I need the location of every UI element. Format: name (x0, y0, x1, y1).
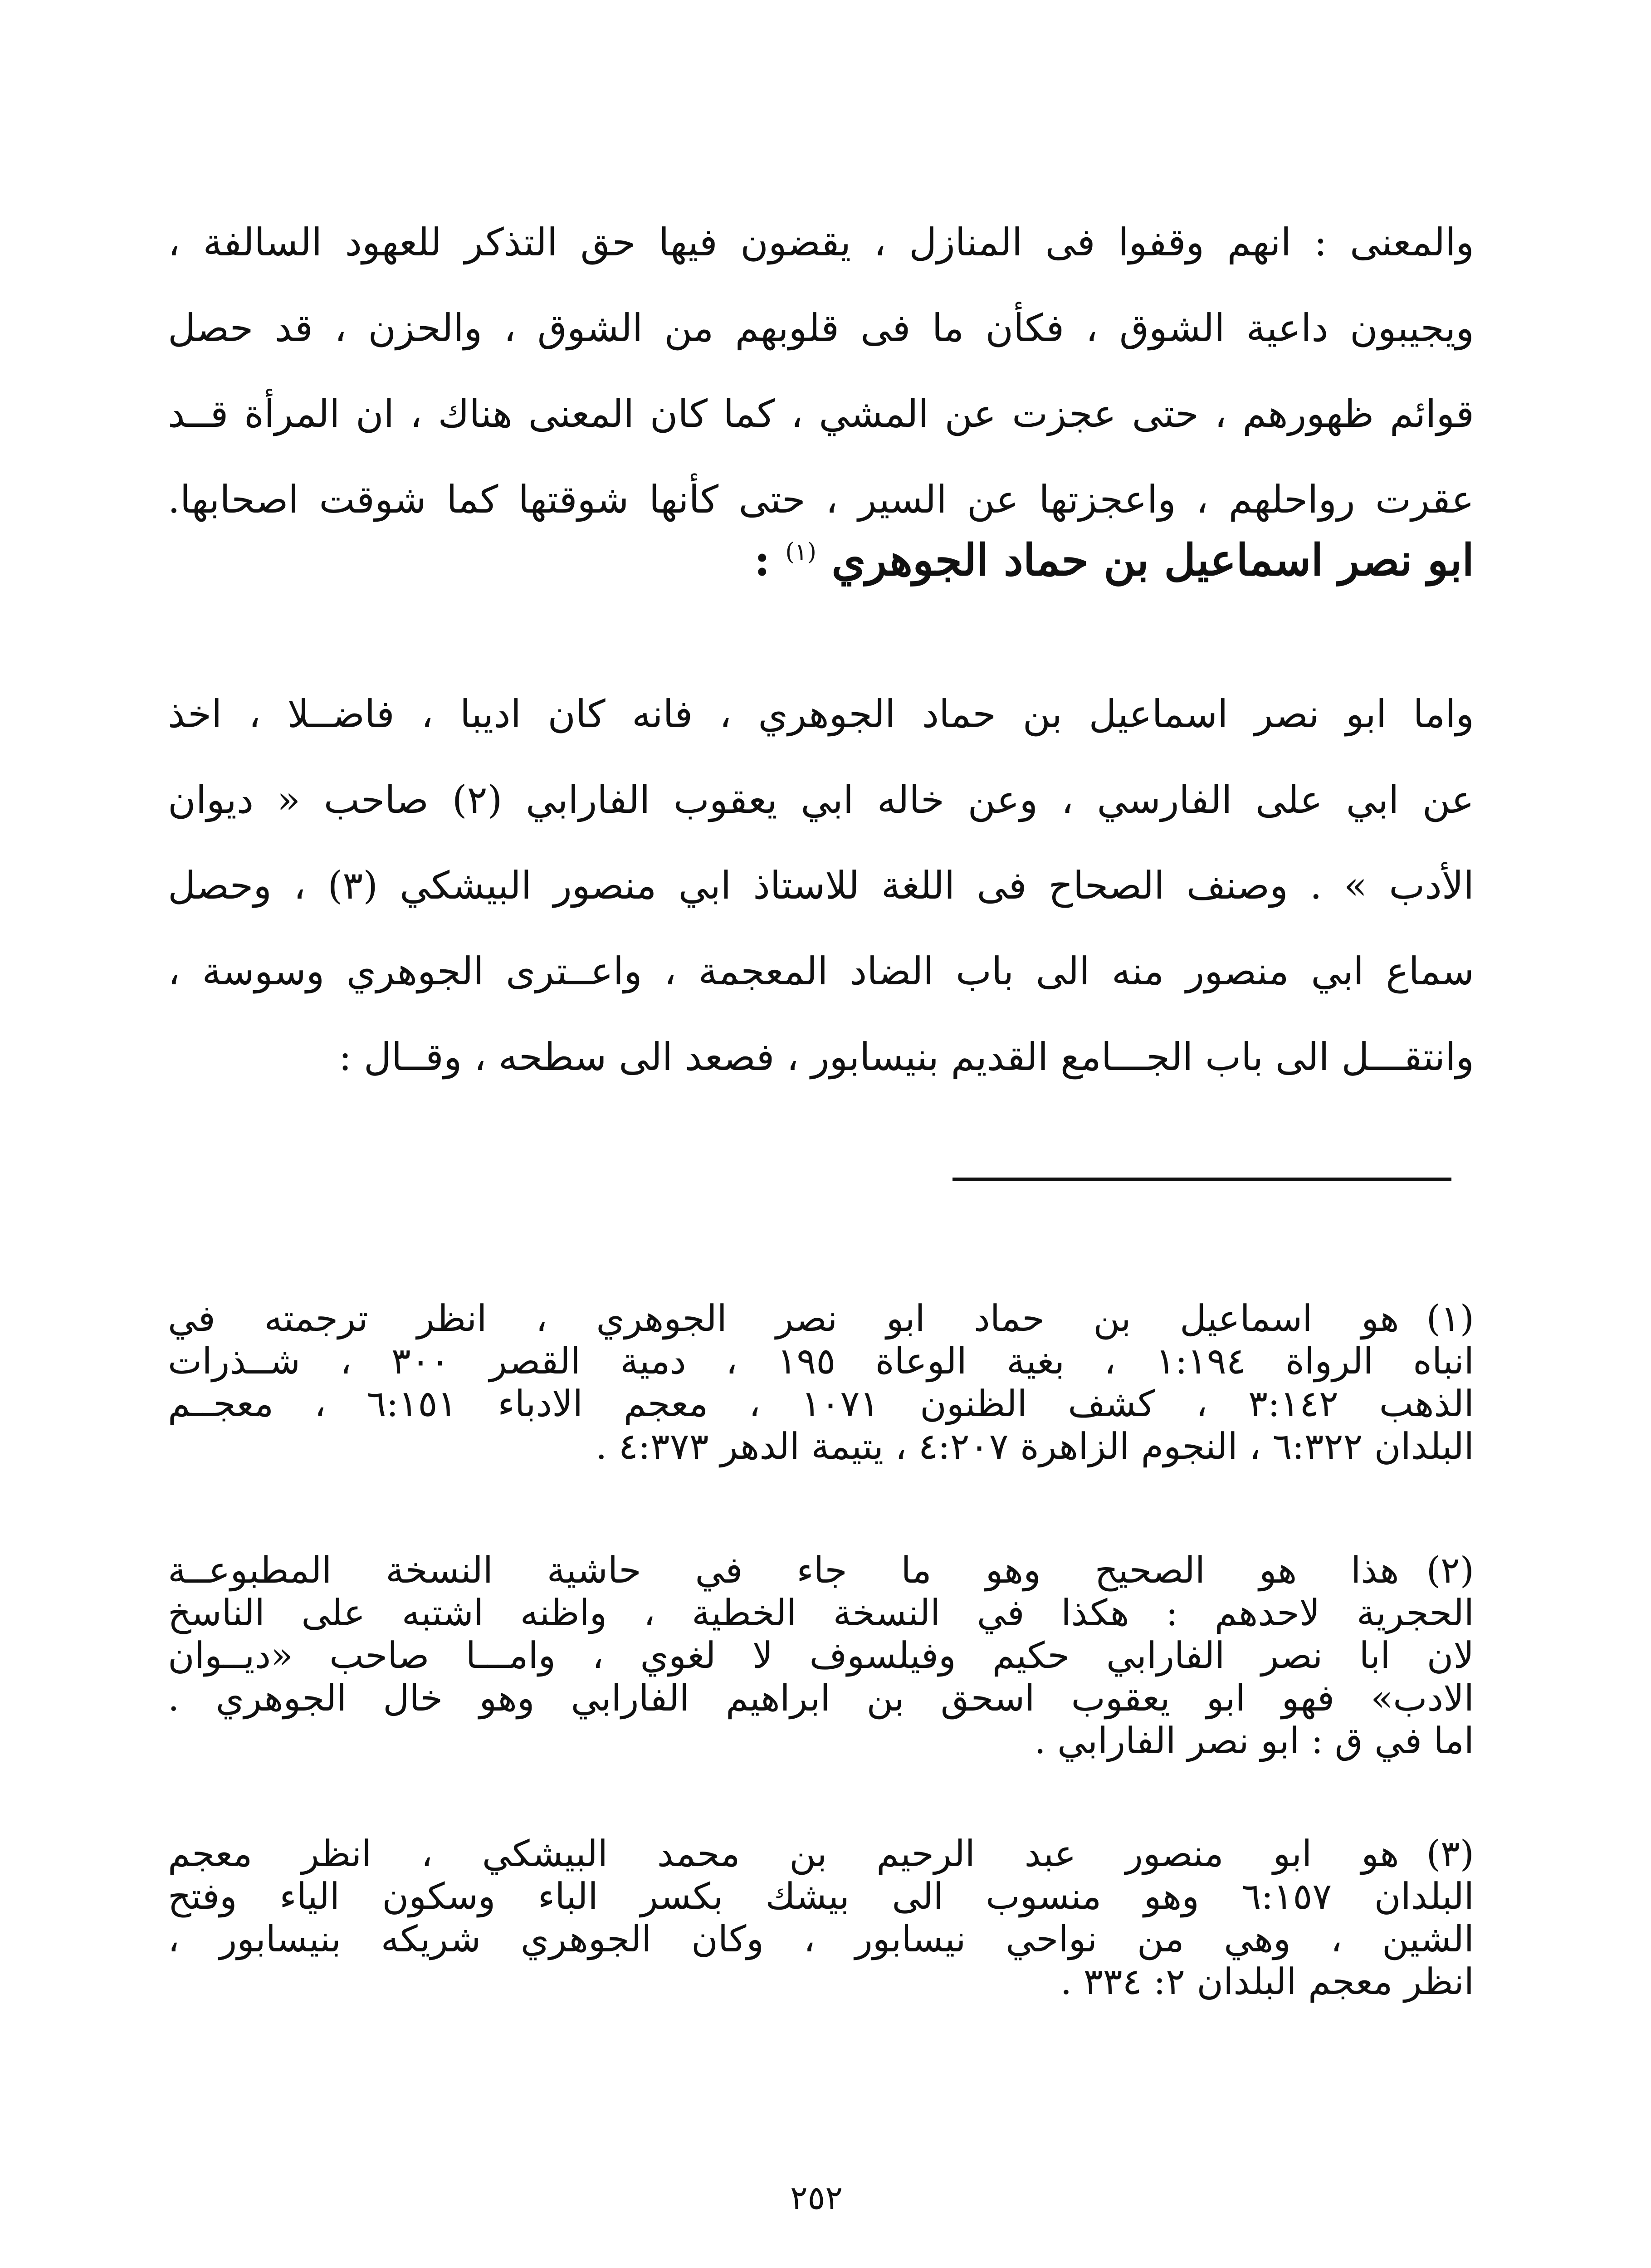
footnote-1 (168, 1297, 1474, 1468)
footnote-separator (952, 1178, 1451, 1181)
paragraph-line: ويجيبون داعية الشوق ، فكأن ما فى قلوبهم من الشوق ، والحزن ، قد حصل (168, 306, 1474, 350)
paragraph-line: عن ابي على الفارسي ، وعن خاله ابي يعقوب الفارابي (٢) صاحب « ديوان (168, 777, 1474, 822)
heading-footnote-ref[interactable]: (١) (785, 538, 816, 566)
footnote-2 (168, 1549, 1474, 1762)
footnote-line: الادب» فهو ابو يعقوب اسحق بن ابراهيم الفارابي وهو خال الجوهري . (168, 1677, 1474, 1719)
footnote-number: (١) (1426, 1297, 1474, 1339)
paragraph-2 (168, 671, 1474, 1100)
footnote-line: انظر معجم البلدان ٢: ٣٣٤ . (1060, 1960, 1474, 2003)
paragraph-1 (168, 200, 1474, 543)
footnote-text: هذا هو الصحيح وهو ما جاء في حاشية النسخة المطبوعــة (168, 1549, 1399, 1591)
footnote-line: البلدان ٦:٣٢٢ ، النجوم الزاهرة ٤:٢٠٧ ، يتيمة الدهر ٤:٣٧٣ . (595, 1425, 1474, 1467)
paragraph-line: سماع ابي منصور منه الى باب الضاد المعجمة ، واعــترى الجوهري وسوسة ، (168, 949, 1474, 993)
footnote-text: هو اسماعيل بن حماد ابو نصر الجوهري ، انظر ترجمته في (168, 1297, 1399, 1339)
heading-colon: : (754, 534, 770, 586)
footnote-line: البلدان ٦:١٥٧ وهو منسوب الى بيشك بكسر الباء وسكون الياء وفتح (168, 1875, 1474, 1917)
footnote-number: (٣) (1426, 1833, 1474, 1875)
heading-text: ابو نصر اسماعيل بن حماد الجوهري (831, 534, 1474, 586)
section-heading (168, 517, 1474, 603)
footnote-line: لان ابا نصر الفارابي حكيم وفيلسوف لا لغوي ، وامـــا صاحب «ديــوان (168, 1634, 1474, 1677)
footnote-line (168, 1549, 1474, 1592)
footnote-line (168, 1833, 1474, 1875)
paragraph-line: عقرت رواحلهم ، واعجزتها عن السير ، حتى كأنها شوقتها كما شوقت اصحابها. (168, 477, 1474, 522)
paragraph-line: واما ابو نصر اسماعيل بن حماد الجوهري ، فانه كان اديبا ، فاضــلا ، اخذ (168, 692, 1474, 736)
page-number: ٢٥٢ (790, 2179, 843, 2217)
footnote-3 (168, 1833, 1474, 2003)
footnote-number: (٢) (1426, 1549, 1474, 1591)
footnote-line: انباه الرواة ١:١٩٤ ، بغية الوعاة ١٩٥ ، دمية القصر ٣٠٠ ، شــذرات (168, 1340, 1474, 1382)
paragraph-line: وانتقـــل الى باب الجـــامع القديم بنيسابور ، فصعد الى سطحه ، وقــال : (338, 1035, 1474, 1079)
footnote-line: الشين ، وهي من نواحي نيسابور ، وكان الجوهري شريكه بنيسابور ، (168, 1918, 1474, 1960)
footnote-text: هو ابو منصور عبد الرحيم بن محمد البيشكي ، انظر معجم (168, 1833, 1399, 1875)
footnote-line: الحجرية لاحدهم : هكذا في النسخة الخطية ، واظنه اشتبه على الناسخ (168, 1592, 1474, 1634)
paragraph-line: والمعنى : انهم وقفوا فى المنازل ، يقضون فيها حق التذكر للعهود السالفة ، (168, 220, 1474, 264)
paragraph-line: قوائم ظهورهم ، حتى عجزت عن المشي ، كما كان المعنى هناك ، ان المرأة قــد (168, 391, 1474, 436)
paragraph-line: الأدب » . وصنف الصحاح فى اللغة للاستاذ ابي منصور البيشكي (٣) ، وحصل (168, 863, 1474, 908)
footnote-line (168, 1297, 1474, 1340)
footnote-line: اما في ق : ابو نصر الفارابي . (1034, 1720, 1474, 1762)
footnote-line: الذهب ٣:١٤٢ ، كشف الظنون ١٠٧١ ، معجم الادباء ٦:١٥١ ، معجــم (168, 1383, 1474, 1425)
